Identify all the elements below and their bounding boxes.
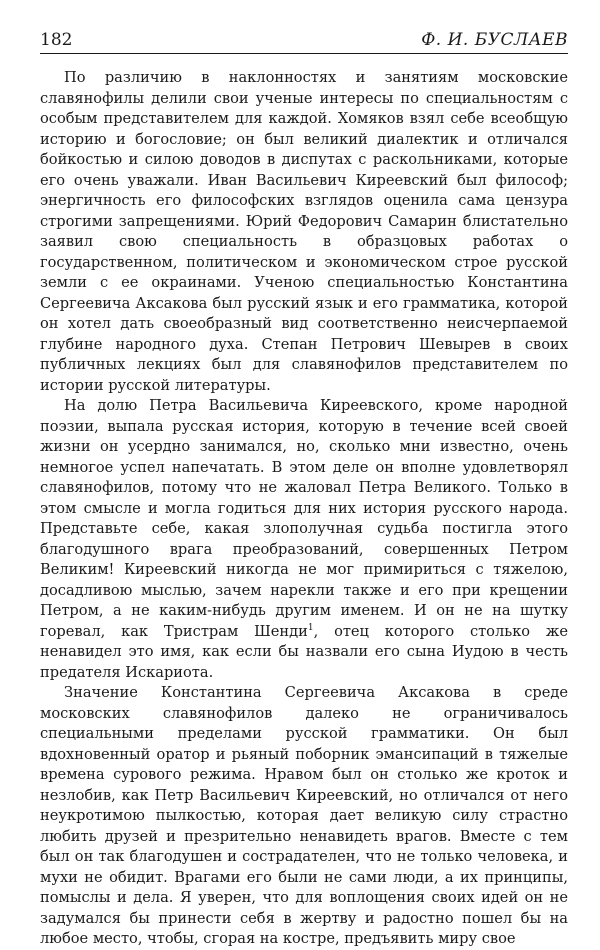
- page-header: [40, 30, 568, 54]
- paragraph-3: Значение Константина Сергеевича Аксакова в среде московских славянофилов далеко не ограничивалось специальными пределами русской грамматики. Он был вдохновенный оратор и рьяный поборник эмансипаций в тяжелые времена сурового режима. Нравом был он столько же кроток и незлобив, как Петр Васильевич Киреевский, но отличался от него неукротимою пылкостью, которая дает великую силу страстно любить друзей и презрительно ненавидеть врагов. Вместе с тем был он так благодушен и сострадателен, что не только человека, и мухи не обидит. Врагами его были не сами люди, а их принципы, помыслы и дела. Я уверен, что для воплощения своих идей он не задумался бы принести себя в жертву и радостно пошел бы на любое место, чтобы, сгорая на костре, предъявить миру свое: [40, 684, 568, 947]
- page-number: 182: [40, 30, 73, 50]
- paragraph-2-text-before: На долю Петра Васильевича Киреевского, кроме народной поэзии, выпала русская история, которую в течение всей своей жизни он усердно занимался, но, сколько мни известно, очень немногое успел напечатать. В этом деле он вполне удовлетворял славянофилов, потому что не жаловал Петра Великого. Только в этом смысле и могла годиться для них история русского народа. Представьте себе, какая злополучная судьба постигла этого благодушного врага преобразований, совершенных Петром Великим! Киреевский никогда не мог примириться с тяжелою, досадливою мыслью, зачем нарекли также и его при крещении Петром, а не каким-нибудь другим именем. И он не на шутку горевал, как Тристрам Шенди: [40, 397, 568, 640]
- running-title: Ф. И. БУСЛАЕВ: [421, 30, 568, 50]
- paragraph-1: По различию в наклонностях и занятиям московские славянофилы делили свои ученые интересы по специальностям с особым представителем для каждой. Хомяков взял себе всеобщую историю и богословие; он был великий диалектик и отличался бойкостью и силою доводов в диспутах с раскольниками, которые его очень уважали. Иван Васильевич Киреевский был философ; энергичность его философских взглядов оценила сама цензура строгими запрещениями. Юрий Федорович Самарин блистательно заявил свою специальность в образцовых работах о государственном, политическом и экономическом строе русской земли с ее окраинами. Ученою специальностью Константина Сергеевича Аксакова был русский язык и его грамматика, которой он хотел дать своеобразный вид соответственно неисчерпаемой глубине народного духа. Степан Петрович Шевырев в своих публичных лекциях был для славянофилов представителем по истории русской литературы.: [40, 69, 568, 394]
- body-text: [40, 68, 568, 950]
- book-page: [40, 30, 568, 950]
- paragraph-2: [40, 396, 568, 683]
- paragraph-2-text-after: , отец которого столько же ненавидел это имя, как если бы назвали его сына Иудою в честь предателя Искариота.: [40, 622, 568, 681]
- footnote-mark: 1: [307, 622, 314, 633]
